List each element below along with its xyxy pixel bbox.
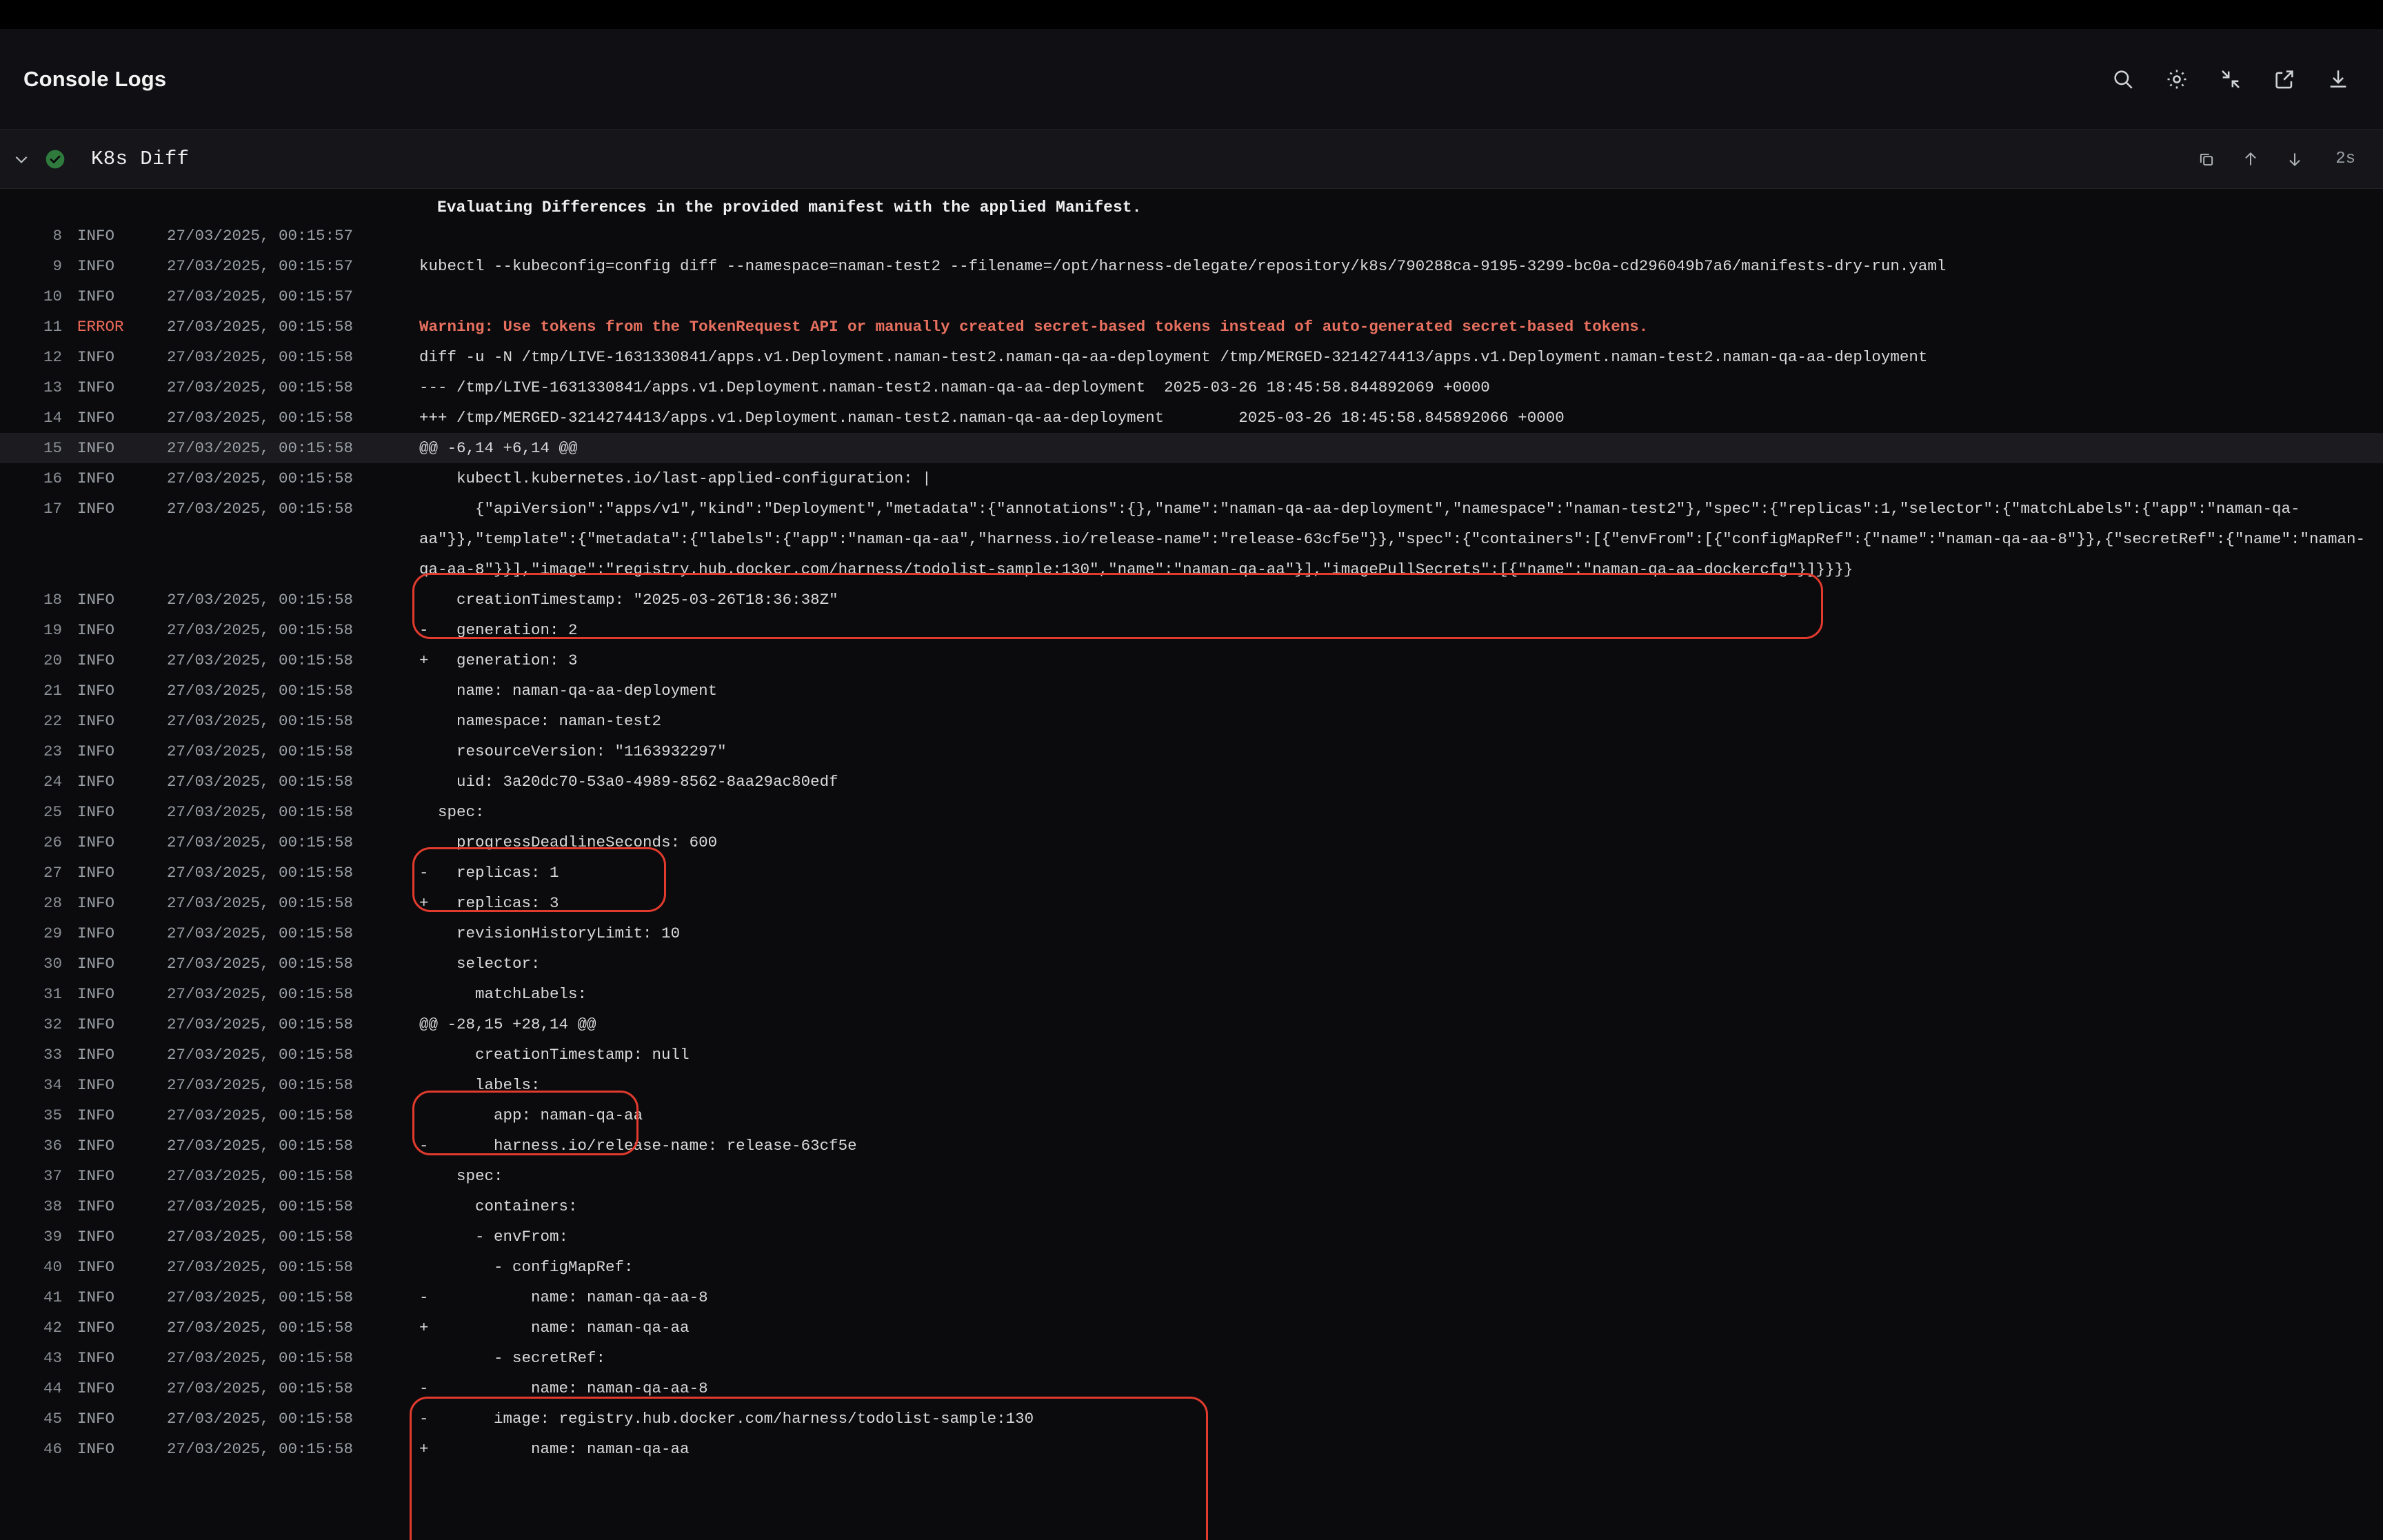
log-row[interactable] xyxy=(0,615,2383,645)
copy-icon[interactable] xyxy=(2195,148,2218,170)
log-message: creationTimestamp: null xyxy=(419,1046,690,1064)
log-message: + replicas: 3 xyxy=(419,894,559,912)
log-row[interactable] xyxy=(0,251,2383,281)
log-line-number: 42 xyxy=(43,1319,62,1337)
log-row[interactable] xyxy=(0,706,2383,736)
log-line-number: 26 xyxy=(43,833,62,851)
log-row[interactable] xyxy=(0,1100,2383,1131)
log-message: progressDeadlineSeconds: 600 xyxy=(419,833,718,851)
log-row[interactable] xyxy=(0,1343,2383,1373)
log-message: labels: xyxy=(419,1076,541,1094)
log-timestamp: 27/03/2025, 00:15:58 xyxy=(167,773,354,791)
log-line-number: 45 xyxy=(43,1410,62,1428)
log-line-number: 14 xyxy=(43,409,62,427)
log-message: resourceVersion: "1163932297" xyxy=(419,742,727,760)
log-line-number: 13 xyxy=(43,378,62,396)
log-level: INFO xyxy=(77,287,115,305)
log-message: namespace: naman-test2 xyxy=(419,712,662,730)
log-level: INFO xyxy=(77,712,115,730)
log-line-number: 40 xyxy=(43,1258,62,1276)
log-message: kubectl --kubeconfig=config diff --namespace=naman-test2 --filename=/opt/harness-delegate/repository/k8s/790288ca-9195-3299-bc0a-cd296049b7a6/manifests-dry-run.yaml xyxy=(419,257,1947,275)
log-line-number: 25 xyxy=(43,803,62,821)
search-icon[interactable] xyxy=(2110,66,2136,92)
log-line-number: 15 xyxy=(43,439,62,457)
log-level: INFO xyxy=(77,864,115,882)
section-actions xyxy=(2195,148,2355,170)
log-level: INFO xyxy=(77,1228,115,1246)
log-level: INFO xyxy=(77,439,115,457)
log-timestamp: 27/03/2025, 00:15:58 xyxy=(167,1046,354,1064)
log-timestamp: 27/03/2025, 00:15:58 xyxy=(167,1349,354,1367)
log-line-number: 35 xyxy=(43,1106,62,1124)
log-timestamp: 27/03/2025, 00:15:58 xyxy=(167,1106,354,1124)
log-timestamp: 27/03/2025, 00:15:57 xyxy=(167,227,354,245)
log-message: - secretRef: xyxy=(419,1349,606,1367)
log-message: kubectl.kubernetes.io/last-applied-configuration: | xyxy=(419,469,932,487)
log-message: spec: xyxy=(419,1167,503,1185)
log-row[interactable] xyxy=(0,585,2383,615)
log-timestamp: 27/03/2025, 00:15:58 xyxy=(167,1167,354,1185)
log-message: - name: naman-qa-aa-8 xyxy=(419,1288,708,1306)
log-timestamp: 27/03/2025, 00:15:58 xyxy=(167,712,354,730)
log-line-number: 11 xyxy=(43,318,62,336)
log-timestamp: 27/03/2025, 00:15:58 xyxy=(167,1288,354,1306)
log-timestamp: 27/03/2025, 00:15:58 xyxy=(167,894,354,912)
log-row[interactable] xyxy=(0,312,2383,342)
log-row[interactable] xyxy=(0,342,2383,372)
log-timestamp: 27/03/2025, 00:15:57 xyxy=(167,287,354,305)
log-row[interactable] xyxy=(0,433,2383,463)
log-message: - replicas: 1 xyxy=(419,864,559,882)
log-timestamp: 27/03/2025, 00:15:58 xyxy=(167,469,354,487)
log-level: INFO xyxy=(77,1319,115,1337)
log-level: INFO xyxy=(77,924,115,942)
log-message: creationTimestamp: "2025-03-26T18:36:38Z" xyxy=(419,591,838,609)
header-actions xyxy=(2110,66,2351,92)
log-timestamp: 27/03/2025, 00:15:58 xyxy=(167,591,354,609)
log-timestamp: 27/03/2025, 00:15:58 xyxy=(167,1319,354,1337)
log-timestamp: 27/03/2025, 00:15:58 xyxy=(167,1258,354,1276)
log-output[interactable] xyxy=(0,189,2383,1540)
log-row[interactable] xyxy=(0,645,2383,676)
log-message: selector: xyxy=(419,955,541,973)
log-level: INFO xyxy=(77,773,115,791)
log-level: INFO xyxy=(77,469,115,487)
console-logs-header xyxy=(0,29,2383,130)
log-level: INFO xyxy=(77,1379,115,1397)
log-timestamp: 27/03/2025, 00:15:58 xyxy=(167,1440,354,1458)
log-timestamp: 27/03/2025, 00:15:58 xyxy=(167,682,354,700)
log-message: @@ -6,14 +6,14 @@ xyxy=(419,439,578,457)
section-duration: 2s xyxy=(2335,150,2355,168)
log-message: +++ /tmp/MERGED-3214274413/apps.v1.Deployment.naman-test2.naman-qa-aa-deployment 2025-03-26 18:45:58.845892066 +0000 xyxy=(419,409,1565,427)
page-title: Console Logs xyxy=(23,66,167,91)
log-timestamp: 27/03/2025, 00:15:58 xyxy=(167,439,354,457)
log-message: {"apiVersion":"apps/v1","kind":"Deployment","metadata":{"annotations":{},"name":"naman-qa-aa-deployment","namespace":"naman-test2"},"spec":{"replicas":1,"selector":{"matchLabels":{"app":"naman-qa-aa"}},"template":{"metadata":{"labels":{"app":"naman-qa-aa","harness.io/release-name":"release-63cf5e"}},"spec":{"containers":[{"envFrom":[{"configMapRef":{"name":"naman-qa-aa-8"}},{"secretRef":{"name":"naman-qa-aa-8"}}],"image":"registry.hub.docker.com/harness/todolist-sample:130","name":"naman-qa-aa"}],"imagePullSecrets":[{"name":"naman-qa-aa-dockercfg"}]}}}} xyxy=(419,500,2365,578)
log-section-header[interactable] xyxy=(0,130,2383,189)
log-row[interactable] xyxy=(0,676,2383,706)
log-line-number: 33 xyxy=(43,1046,62,1064)
log-timestamp: 27/03/2025, 00:15:58 xyxy=(167,833,354,851)
log-rows xyxy=(0,221,2383,1464)
log-line-number: 21 xyxy=(43,682,62,700)
log-message: uid: 3a20dc70-53a0-4989-8562-8aa29ac80edf xyxy=(419,773,838,791)
log-row[interactable] xyxy=(0,372,2383,403)
log-level: INFO xyxy=(77,682,115,700)
log-line-number: 46 xyxy=(43,1440,62,1458)
log-line-number: 31 xyxy=(43,985,62,1003)
log-row[interactable] xyxy=(0,1252,2383,1282)
log-timestamp: 27/03/2025, 00:15:58 xyxy=(167,955,354,973)
log-level: INFO xyxy=(77,1137,115,1155)
log-line-number: 23 xyxy=(43,742,62,760)
log-timestamp: 27/03/2025, 00:15:58 xyxy=(167,924,354,942)
log-line-number: 41 xyxy=(43,1288,62,1306)
log-row[interactable] xyxy=(0,1222,2383,1252)
log-message: spec: xyxy=(419,803,485,821)
log-level: INFO xyxy=(77,378,115,396)
log-message: - envFrom: xyxy=(419,1228,569,1246)
log-row[interactable] xyxy=(0,827,2383,858)
log-message: - image: registry.hub.docker.com/harness/todolist-sample:130 xyxy=(419,1410,1034,1428)
log-level: INFO xyxy=(77,1046,115,1064)
log-line-number: 30 xyxy=(43,955,62,973)
log-row[interactable] xyxy=(0,1373,2383,1404)
log-line-number: 44 xyxy=(43,1379,62,1397)
section-title: K8s Diff xyxy=(91,148,190,170)
log-row[interactable] xyxy=(0,1313,2383,1343)
window-top-strip xyxy=(0,0,2383,29)
log-row[interactable] xyxy=(0,767,2383,797)
log-row[interactable] xyxy=(0,918,2383,949)
log-row[interactable] xyxy=(0,403,2383,433)
log-level: INFO xyxy=(77,955,115,973)
log-row[interactable] xyxy=(0,1070,2383,1100)
log-row[interactable] xyxy=(0,1434,2383,1464)
log-timestamp: 27/03/2025, 00:15:58 xyxy=(167,409,354,427)
log-line-number: 20 xyxy=(43,651,62,669)
log-level: INFO xyxy=(77,409,115,427)
log-timestamp: 27/03/2025, 00:15:58 xyxy=(167,378,354,396)
log-row[interactable] xyxy=(0,1161,2383,1191)
log-line-number: 12 xyxy=(43,348,62,366)
log-line-number: 16 xyxy=(43,469,62,487)
log-row[interactable] xyxy=(0,1009,2383,1040)
log-line-number: 37 xyxy=(43,1167,62,1185)
log-row[interactable] xyxy=(0,888,2383,918)
log-message: + generation: 3 xyxy=(419,651,578,669)
log-message: matchLabels: xyxy=(419,985,587,1003)
log-timestamp: 27/03/2025, 00:15:58 xyxy=(167,1228,354,1246)
log-level: INFO xyxy=(77,1440,115,1458)
log-message: + name: naman-qa-aa xyxy=(419,1319,690,1337)
log-message: name: naman-qa-aa-deployment xyxy=(419,682,718,700)
log-level: INFO xyxy=(77,742,115,760)
log-row[interactable] xyxy=(0,1131,2383,1161)
log-message: @@ -28,15 +28,14 @@ xyxy=(419,1015,596,1033)
log-line-number: 9 xyxy=(52,257,62,275)
log-line-number: 10 xyxy=(43,287,62,305)
log-timestamp: 27/03/2025, 00:15:58 xyxy=(167,985,354,1003)
log-line-number: 17 xyxy=(43,500,62,518)
log-message: revisionHistoryLimit: 10 xyxy=(419,924,681,942)
log-timestamp: 27/03/2025, 00:15:58 xyxy=(167,1137,354,1155)
external-link-icon[interactable] xyxy=(2271,66,2297,92)
log-row[interactable] xyxy=(0,1282,2383,1313)
log-row[interactable] xyxy=(0,1191,2383,1222)
log-row[interactable] xyxy=(0,221,2383,251)
log-row[interactable] xyxy=(0,281,2383,312)
log-line-number: 18 xyxy=(43,591,62,609)
log-row[interactable] xyxy=(0,463,2383,494)
log-level: INFO xyxy=(77,1197,115,1215)
log-row[interactable] xyxy=(0,494,2383,585)
log-level: INFO xyxy=(77,257,115,275)
log-timestamp: 27/03/2025, 00:15:58 xyxy=(167,500,354,518)
log-timestamp: 27/03/2025, 00:15:58 xyxy=(167,803,354,821)
gear-icon[interactable] xyxy=(2164,66,2190,92)
log-timestamp: 27/03/2025, 00:15:58 xyxy=(167,742,354,760)
log-level: INFO xyxy=(77,1167,115,1185)
log-message: Warning: Use tokens from the TokenRequest API or manually created secret-based tokens instead of auto-generated secret-based tokens. xyxy=(419,318,1649,336)
log-timestamp: 27/03/2025, 00:15:58 xyxy=(167,1410,354,1428)
log-line-number: 27 xyxy=(43,864,62,882)
download-icon[interactable] xyxy=(2325,66,2351,92)
log-level: INFO xyxy=(77,1349,115,1367)
log-level: ERROR xyxy=(77,318,124,336)
log-line-number: 38 xyxy=(43,1197,62,1215)
log-level: INFO xyxy=(77,227,115,245)
success-check-icon xyxy=(43,147,68,172)
log-level: INFO xyxy=(77,621,115,639)
log-line-number: 36 xyxy=(43,1137,62,1155)
log-message: containers: xyxy=(419,1197,578,1215)
log-message: + name: naman-qa-aa xyxy=(419,1440,690,1458)
log-message: app: naman-qa-aa xyxy=(419,1106,643,1124)
log-level: INFO xyxy=(77,591,115,609)
log-timestamp: 27/03/2025, 00:15:57 xyxy=(167,257,354,275)
log-line-number: 39 xyxy=(43,1228,62,1246)
log-row[interactable] xyxy=(0,979,2383,1009)
log-line-number: 22 xyxy=(43,712,62,730)
log-row[interactable] xyxy=(0,797,2383,827)
log-line-number: 32 xyxy=(43,1015,62,1033)
log-line-number: 24 xyxy=(43,773,62,791)
log-row[interactable] xyxy=(0,1040,2383,1070)
log-timestamp: 27/03/2025, 00:15:58 xyxy=(167,348,354,366)
log-level: INFO xyxy=(77,1015,115,1033)
log-row[interactable] xyxy=(0,736,2383,767)
log-level: INFO xyxy=(77,348,115,366)
log-level: INFO xyxy=(77,1076,115,1094)
log-level: INFO xyxy=(77,1288,115,1306)
log-intro-line: Evaluating Differences in the provided manifest with the applied Manifest. xyxy=(437,199,1142,216)
log-timestamp: 27/03/2025, 00:15:58 xyxy=(167,1379,354,1397)
log-level: INFO xyxy=(77,1106,115,1124)
log-line-number: 19 xyxy=(43,621,62,639)
log-row[interactable] xyxy=(0,858,2383,888)
log-timestamp: 27/03/2025, 00:15:58 xyxy=(167,621,354,639)
collapse-icon[interactable] xyxy=(2218,66,2244,92)
log-message: - harness.io/release-name: release-63cf5e xyxy=(419,1137,857,1155)
log-row[interactable] xyxy=(0,1404,2383,1434)
log-timestamp: 27/03/2025, 00:15:58 xyxy=(167,864,354,882)
log-timestamp: 27/03/2025, 00:15:58 xyxy=(167,651,354,669)
arrow-down-icon[interactable] xyxy=(2284,148,2306,170)
log-level: INFO xyxy=(77,1410,115,1428)
log-level: INFO xyxy=(77,894,115,912)
log-level: INFO xyxy=(77,651,115,669)
log-line-number: 29 xyxy=(43,924,62,942)
log-level: INFO xyxy=(77,803,115,821)
log-line-number: 28 xyxy=(43,894,62,912)
log-message: - generation: 2 xyxy=(419,621,578,639)
log-message: - configMapRef: xyxy=(419,1258,634,1276)
log-message: diff -u -N /tmp/LIVE-1631330841/apps.v1.Deployment.naman-test2.naman-qa-aa-deployment /tmp/MERGED-3214274413/apps.v1.Deployment.naman-test2.naman-qa-aa-deployment xyxy=(419,348,1928,366)
arrow-up-icon[interactable] xyxy=(2240,148,2262,170)
log-timestamp: 27/03/2025, 00:15:58 xyxy=(167,1197,354,1215)
log-level: INFO xyxy=(77,985,115,1003)
log-level: INFO xyxy=(77,1258,115,1276)
log-timestamp: 27/03/2025, 00:15:58 xyxy=(167,1015,354,1033)
log-line-number: 34 xyxy=(43,1076,62,1094)
log-line-number: 8 xyxy=(52,227,62,245)
log-message: - name: naman-qa-aa-8 xyxy=(419,1379,708,1397)
chevron-down-icon[interactable] xyxy=(10,148,33,171)
log-level: INFO xyxy=(77,833,115,851)
log-timestamp: 27/03/2025, 00:15:58 xyxy=(167,318,354,336)
log-level: INFO xyxy=(77,500,115,518)
log-message: --- /tmp/LIVE-1631330841/apps.v1.Deployment.naman-test2.naman-qa-aa-deployment 2025-03-26 18:45:58.844892069 +0000 xyxy=(419,378,1490,396)
log-timestamp: 27/03/2025, 00:15:58 xyxy=(167,1076,354,1094)
log-row[interactable] xyxy=(0,949,2383,979)
log-line-number: 43 xyxy=(43,1349,62,1367)
